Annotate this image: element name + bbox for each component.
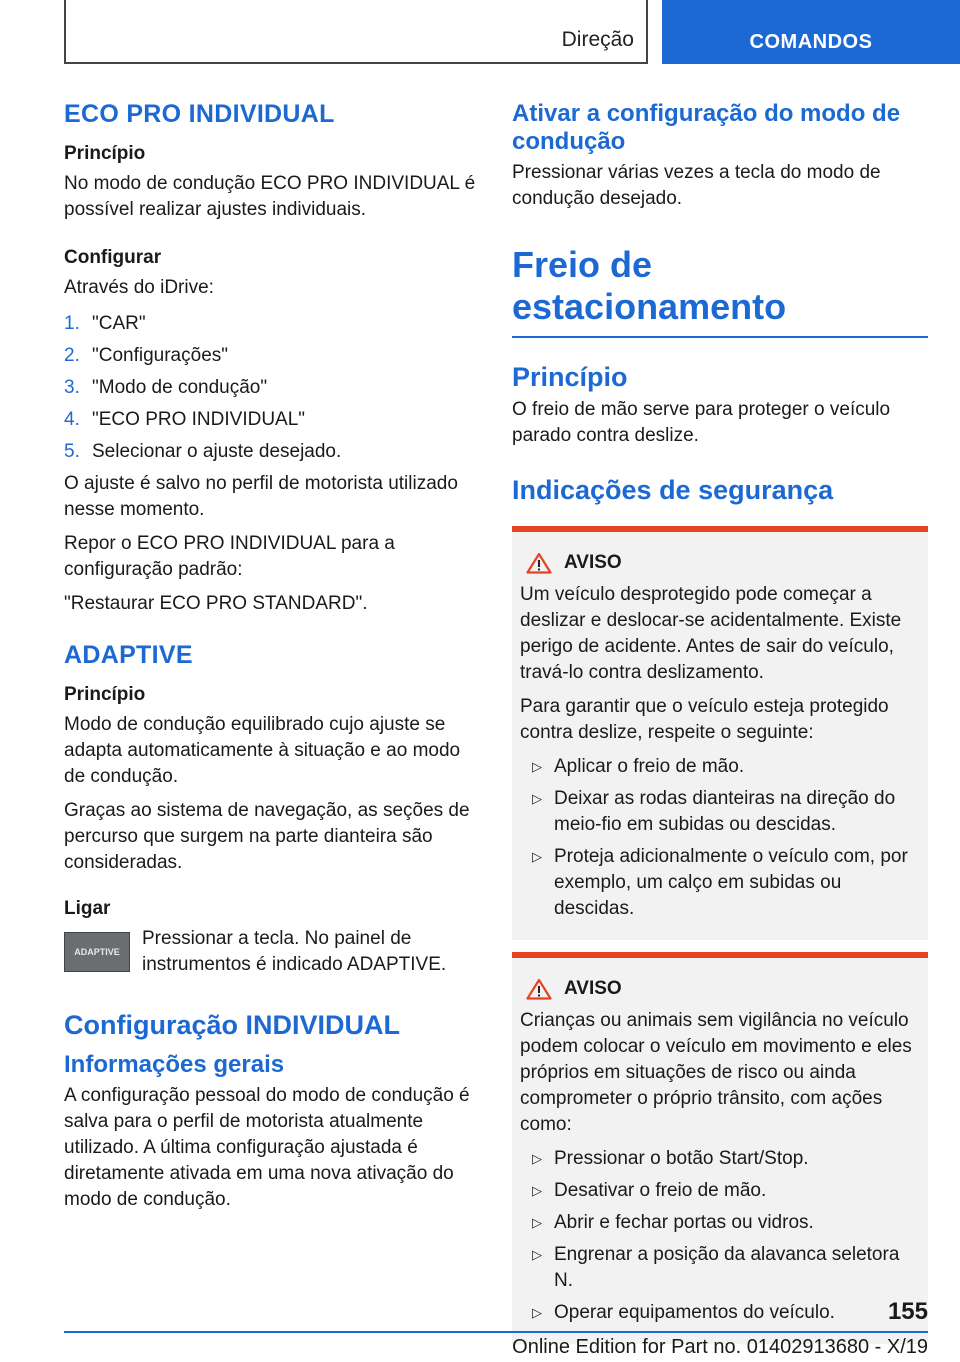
principio-freio-text: O freio de mão serve para proteger o veículo parado contra deslize. <box>512 399 891 446</box>
header-chapter-tab[interactable] <box>662 0 960 64</box>
warning-list <box>520 1146 920 1326</box>
ligar-text: Pressionar a tecla. No painel de instrumentos é indicado ADAPTIVE. <box>142 928 447 975</box>
principio-text: No modo de condução ECO PRO INDIVIDUAL é possível realizar ajustes individuais. <box>64 173 476 220</box>
ativar-text: Pressionar várias vezes a tecla do modo de condução desejado. <box>512 162 881 209</box>
indicacoes-seguranca-title: Indicações de segurança <box>512 475 834 505</box>
right-column <box>512 100 928 1356</box>
bullet-triangle-icon: ▷ <box>532 1247 542 1262</box>
saved-text: O ajuste é salvo no perfil de motorista utilizado nesse momento. <box>64 473 458 520</box>
step-item: 1. "CAR" <box>64 313 146 334</box>
left-column <box>64 100 478 1221</box>
list-item: ▷ Abrir e fechar portas ou vidros. <box>520 1210 920 1236</box>
step-item: 5. Selecionar o ajuste desejado. <box>64 441 342 462</box>
list-item: ▷ Pressionar o botão Start/Stop. <box>520 1146 920 1172</box>
bullet-triangle-icon: ▷ <box>532 759 542 774</box>
bullet-triangle-icon: ▷ <box>532 791 542 806</box>
reset-text: Repor o ECO PRO INDIVIDUAL para a configuração padrão: <box>64 533 395 580</box>
list-item: ▷ Desativar o freio de mão. <box>520 1178 920 1204</box>
warning-triangle-icon <box>526 978 552 1000</box>
adaptive-principio-label: Princípio <box>64 684 146 705</box>
footer-edition: Online Edition for Part no. 01402913680 - X/19 <box>512 1336 928 1358</box>
bullet-triangle-icon: ▷ <box>532 1305 542 1320</box>
header-section-box <box>64 0 648 64</box>
list-item: ▷ Engrenar a posição da alavanca seletora N. <box>520 1242 920 1294</box>
bullet-triangle-icon: ▷ <box>532 1151 542 1166</box>
configuracao-individual-title: Configuração INDIVIDUAL <box>64 1010 401 1040</box>
warning-text: Para garantir que o veículo esteja protegido contra deslize, respeite o seguinte: <box>520 696 889 743</box>
adaptive-text-1: Modo de condução equilibrado cujo ajuste se adapta automaticamente à situação e ao modo de condução. <box>64 714 461 787</box>
configurar-label: Configurar <box>64 247 162 268</box>
warning-box-1 <box>512 526 928 940</box>
ativar-title: Ativar a configuração do modo de condução <box>512 100 901 155</box>
freio-estacionamento-title: Freio de estacionamento <box>512 244 928 338</box>
step-item: 2. "Configurações" <box>64 345 229 366</box>
header-chapter-label: COMANDOS <box>749 31 873 53</box>
informacoes-gerais-title: Informações gerais <box>64 1051 285 1078</box>
configurar-intro: Através do iDrive: <box>64 277 214 298</box>
warning-header <box>520 552 920 574</box>
ligar-label: Ligar <box>64 898 111 919</box>
bullet-triangle-icon: ▷ <box>532 1183 542 1198</box>
ligar-row <box>64 926 478 978</box>
warning-box-2 <box>512 952 928 1344</box>
configurar-steps <box>64 311 478 465</box>
adaptive-button-image: ADAPTIVE <box>64 932 130 972</box>
warning-text: Crianças ou animais sem vigilância no veículo podem colocar o veículo em movimento e eles próprios em situações de risco ou ainda comprometer o próprio trânsito, com ações como: <box>520 1010 912 1135</box>
informacoes-gerais-text: A configuração pessoal do modo de condução é salva para o perfil de motorista atualmente utilizado. A última configuração ajustada é diretamente ativada em uma nova ativação do modo de condução. <box>64 1085 470 1210</box>
page-number: 155 <box>887 1298 928 1325</box>
list-item: ▷ Proteja adicionalmente o veículo com, por exemplo, um calço em subidas ou descidas. <box>520 844 920 922</box>
warning-triangle-icon <box>526 552 552 574</box>
warning-text: Um veículo desprotegido pode começar a deslizar e deslocar-se acidentalmente. Existe perigo de acidente. Antes de sair do veículo, travá-lo contra deslizamento. <box>520 584 902 683</box>
adaptive-title: ADAPTIVE <box>64 641 193 669</box>
warning-list <box>520 754 920 922</box>
footer-divider <box>64 1331 928 1333</box>
list-item: ▷ Deixar as rodas dianteiras na direção do meio-fio em subidas ou descidas. <box>520 786 920 838</box>
step-item: 3. "Modo de condução" <box>64 377 268 398</box>
step-item: 4. "ECO PRO INDIVIDUAL" <box>64 409 306 430</box>
principio-title: Princípio <box>512 362 628 392</box>
warning-label: AVISO <box>564 552 622 573</box>
list-item: ▷ Operar equipamentos do veículo. <box>520 1300 920 1326</box>
warning-header <box>520 978 920 1000</box>
warning-label: AVISO <box>564 978 622 999</box>
header-section-label: Direção <box>561 28 634 51</box>
bullet-triangle-icon: ▷ <box>532 1215 542 1230</box>
restore-text: "Restaurar ECO PRO STANDARD". <box>64 593 368 614</box>
bullet-triangle-icon: ▷ <box>532 849 542 864</box>
eco-pro-individual-title: ECO PRO INDIVIDUAL <box>64 100 335 128</box>
adaptive-text-2: Graças ao sistema de navegação, as seções de percurso que surgem na parte dianteira são consideradas. <box>64 800 470 873</box>
principio-label: Princípio <box>64 143 146 164</box>
list-item: ▷ Aplicar o freio de mão. <box>520 754 920 780</box>
